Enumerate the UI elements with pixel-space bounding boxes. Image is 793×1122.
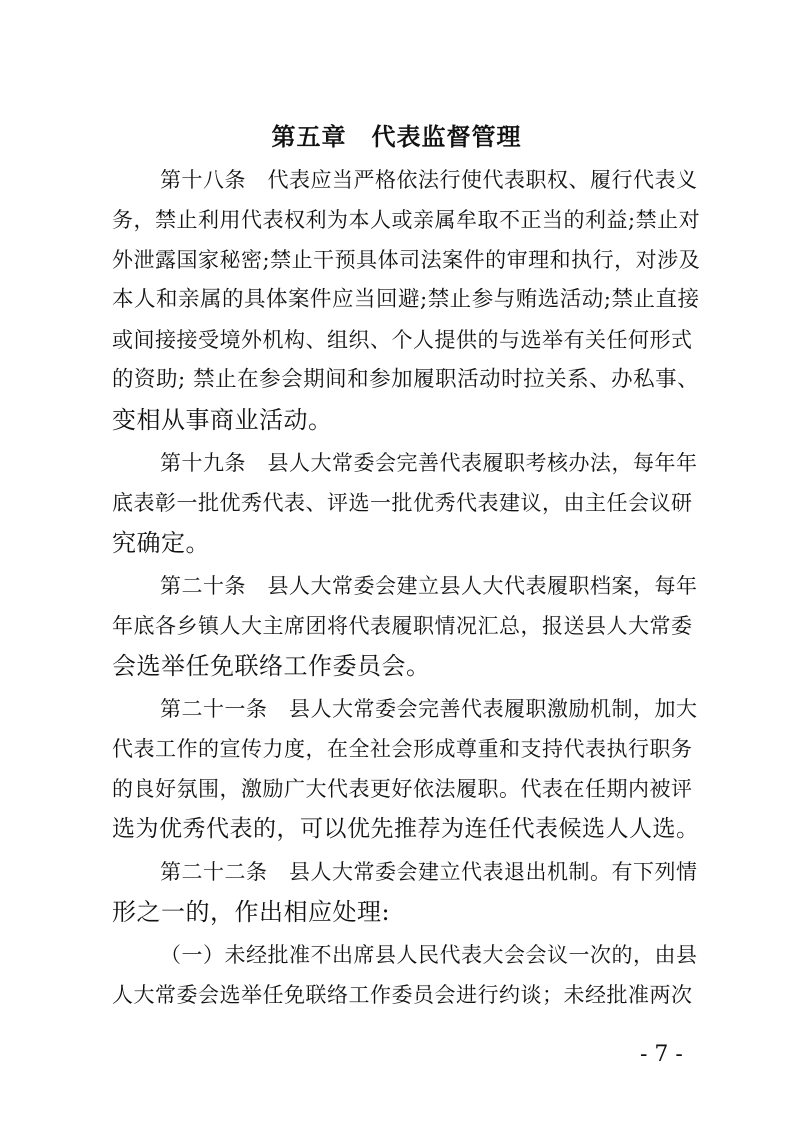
text-line: 变相从事商业活动。 bbox=[112, 406, 333, 434]
text-line: 人大常委会选举任免联络工作委员会进行约谈；未经批准两次 bbox=[112, 983, 693, 1007]
text-line: 务，禁止利用代表权利为本人或亲属牟取不正当的利益;禁止对 bbox=[112, 208, 701, 232]
text-line: 究确定。 bbox=[112, 529, 210, 557]
text-line: 第二十条 县人大常委会建立县人大代表履职档案，每年 bbox=[160, 574, 698, 598]
chapter-title: 第五章 代表监督管理 bbox=[271, 123, 522, 151]
text-line: 或间接接受境外机构、组织、个人提供的与选举有关任何形式 bbox=[112, 328, 693, 352]
text-line: 会选举任免联络工作委员会。 bbox=[112, 652, 431, 680]
text-line: 的良好氛围，激励广大代表更好依法履职。代表在任期内被评 bbox=[112, 777, 693, 801]
text-line: 形之一的，作出相应处理: bbox=[112, 898, 391, 926]
text-line: （一）未经批准不出席县人民代表大会会议一次的，由县 bbox=[160, 943, 698, 967]
text-line: 第十九条 县人大常委会完善代表履职考核办法，每年年 bbox=[160, 451, 698, 475]
text-line: 第二十二条 县人大常委会建立代表退出机制。有下列情 bbox=[160, 860, 698, 884]
text-line: 的资助; 禁止在参会期间和参加履职活动时拉关系、办私事、 bbox=[112, 367, 700, 392]
text-line: 代表工作的宣传力度，在全社会形成尊重和支持代表执行职务 bbox=[112, 737, 693, 761]
text-line: 本人和亲属的具体案件应当回避;禁止参与贿选活动;禁止直接 bbox=[112, 287, 700, 312]
text-line: 第二十一条 县人大常委会完善代表履职激励机制，加大 bbox=[160, 697, 698, 721]
text-line: 选为优秀代表的，可以优先推荐为连任代表候选人人选。 bbox=[112, 816, 700, 842]
page-number: - 7 - bbox=[640, 1042, 683, 1067]
text-line: 第十八条 代表应当严格依法行使代表职权、履行代表义 bbox=[160, 168, 698, 192]
text-line: 年底各乡镇人大主席团将代表履职情况汇总，报送县人大常委 bbox=[112, 614, 693, 638]
text-line: 外泄露国家秘密;禁止干预具体司法案件的审理和执行，对涉及 bbox=[112, 248, 701, 272]
text-line: 底表彰一批优秀代表、评选一批优秀代表建议，由主任会议研 bbox=[112, 491, 693, 515]
